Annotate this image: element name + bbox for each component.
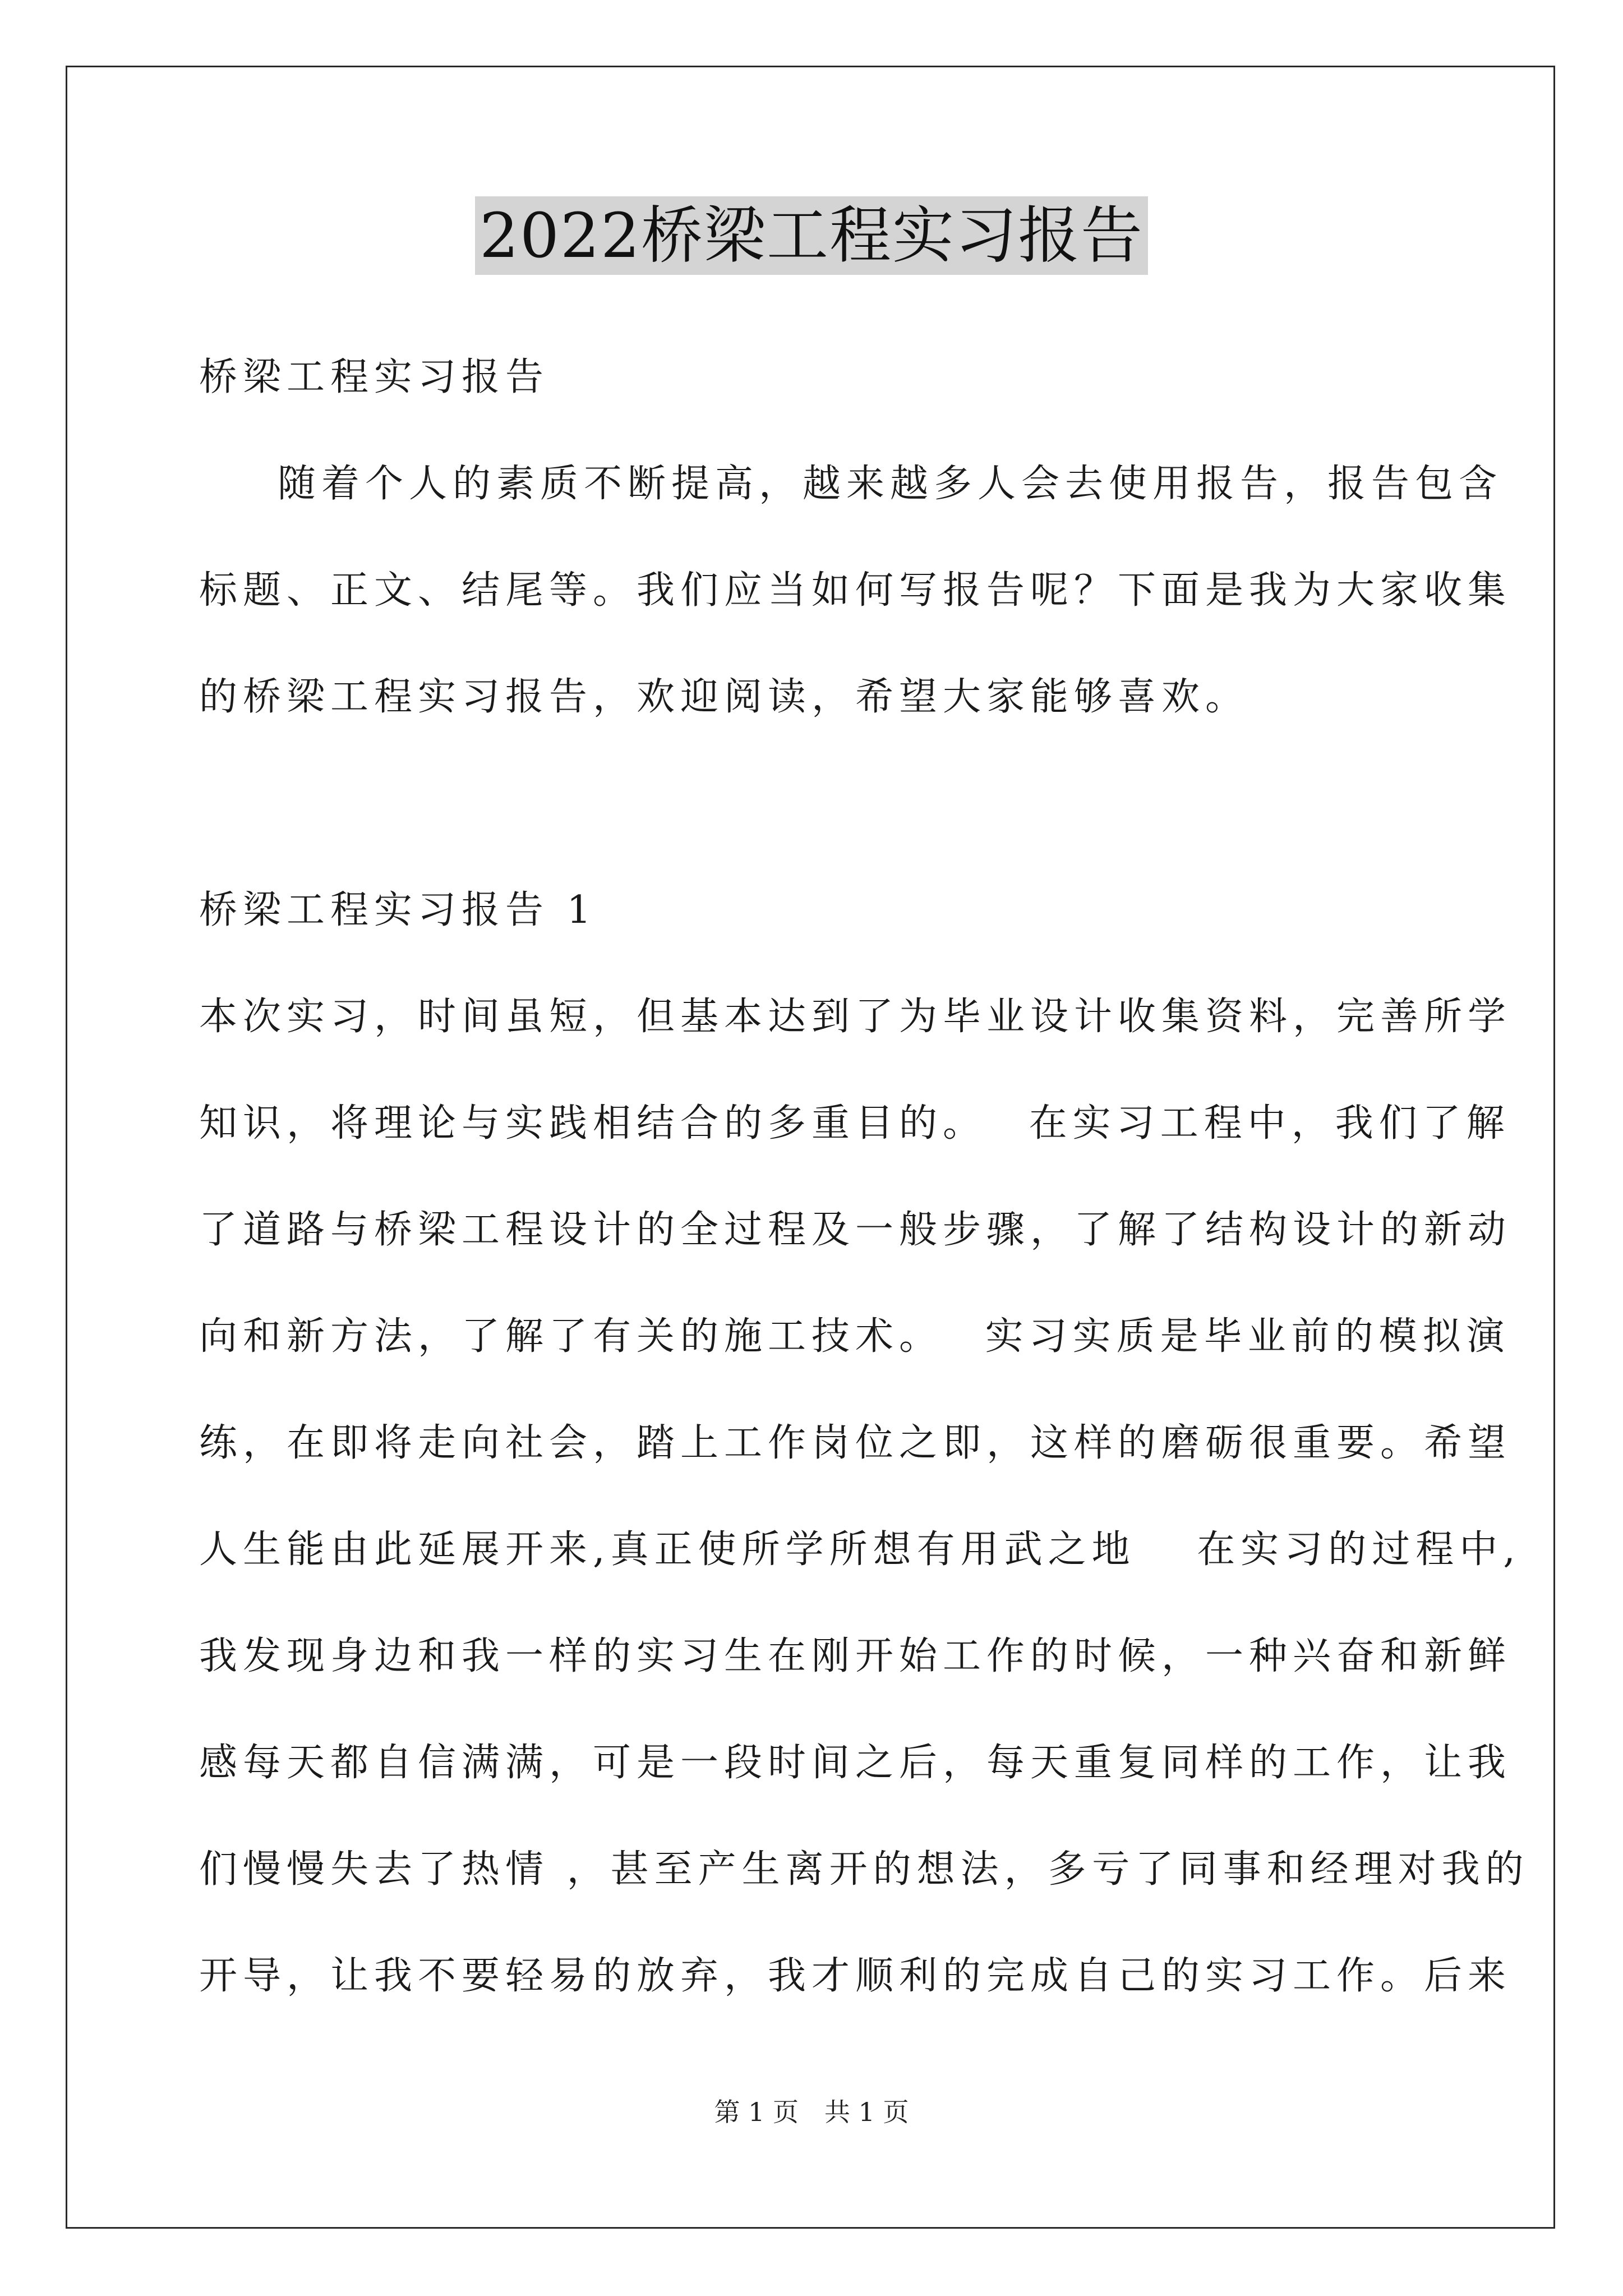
body-line: 们慢慢失去了热情 ，甚至产生离开的想法，多亏了同事和经理对我的 bbox=[199, 1847, 1529, 1892]
page-number-footer: 第 1 页 共 1 页 bbox=[714, 2097, 909, 2127]
document-subtitle: 桥梁工程实习报告 bbox=[199, 355, 550, 399]
section-heading: 桥梁工程实习报告 1 bbox=[199, 888, 597, 932]
body-line: 开导，让我不要轻易的放弃，我才顺利的完成自己的实习工作。后来 bbox=[199, 1954, 1512, 1998]
body-line: 本次实习，时间虽短，但基本达到了为毕业设计收集资料，完善所学 bbox=[199, 995, 1512, 1039]
document-title: 2022桥梁工程实习报告 bbox=[475, 196, 1148, 275]
title-container bbox=[0, 196, 1623, 275]
paragraph-gap bbox=[199, 751, 1433, 857]
body-line: 知识，将理论与实践相结合的多重目的。 在实习工程中，我们了解 bbox=[199, 1101, 1510, 1145]
intro-line: 的桥梁工程实习报告，欢迎阅读，希望大家能够喜欢。 bbox=[199, 675, 1249, 719]
body-line: 练，在即将走向社会，踏上工作岗位之即，这样的磨砺很重要。希望 bbox=[199, 1421, 1512, 1465]
intro-line: 标题、正文、结尾等。我们应当如何写报告呢？下面是我为大家收集 bbox=[199, 568, 1512, 613]
body-line: 人生能由此延展开来,真正使所学所想有用武之地 在实习的过程中, bbox=[199, 1527, 1521, 1572]
body-line: 感每天都自信满满，可是一段时间之后，每天重复同样的工作，让我 bbox=[199, 1741, 1512, 1785]
body-line: 我发现身边和我一样的实习生在刚开始工作的时候，一种兴奋和新鲜 bbox=[199, 1634, 1512, 1678]
body-line: 了道路与桥梁工程设计的全过程及一般步骤，了解了结构设计的新动 bbox=[199, 1208, 1512, 1252]
body-line: 向和新方法，了解了有关的施工技术。 实习实质是毕业前的模拟演 bbox=[199, 1314, 1510, 1359]
intro-line: 随着个人的素质不断提高，越来越多人会去使用报告，报告包含 bbox=[278, 462, 1503, 506]
document-body bbox=[199, 324, 1529, 2030]
